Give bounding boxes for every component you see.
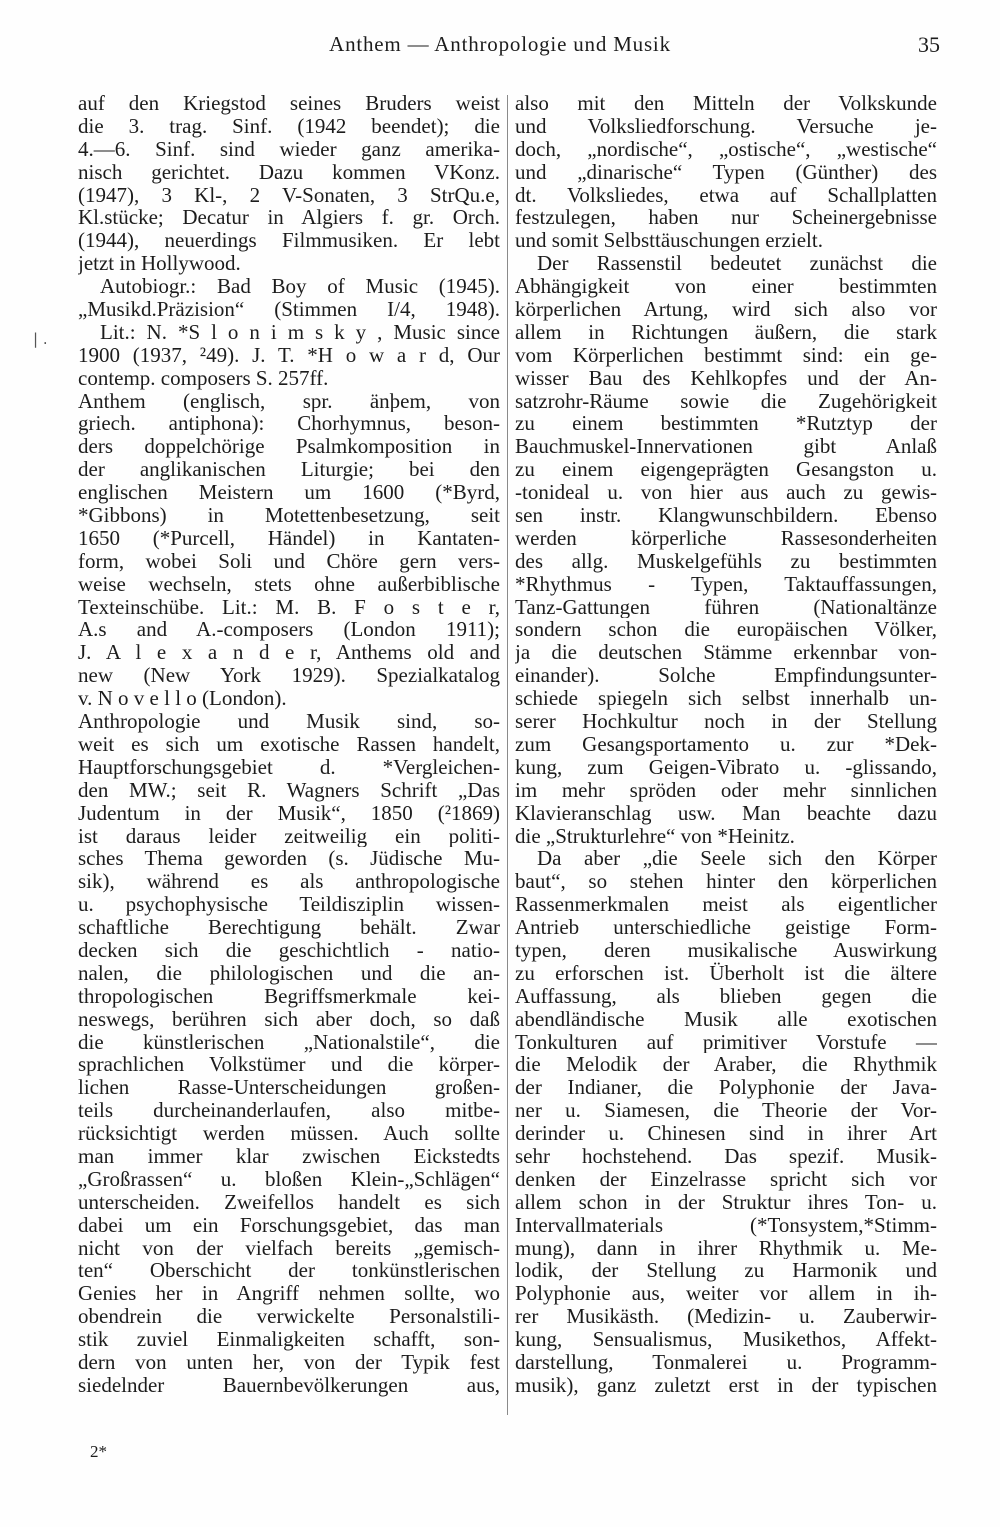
text-line: lodik, der Stellung zu Harmonik und [515,1259,937,1283]
text-line: vom Körperlichen bestimmt sind: ein ge- [515,343,937,367]
text-line: weise wechseln, stets ohne außerbiblische [78,572,500,596]
text-line: nicht von der vielfach bereits „gemisch- [78,1236,500,1260]
text-line: Lit.: N. *S l o n i m s k y , Music since [100,320,500,344]
text-line: Auffassung, als blieben gegen die [515,984,937,1008]
text-line: contemp. composers S. 257ff. [78,366,329,390]
text-line: neswegs, berühren sich aber doch, so daß [78,1007,500,1031]
text-line: serer Hochkultur noch in der Stellung [515,710,937,733]
text-line: allem schon in der Struktur ihres Ton- u. [515,1190,937,1214]
text-line: „Großrassen“ u. bloßen Klein-„Schlägen“ [78,1167,500,1191]
text-line: v. N o v e l l o (London). [78,687,287,711]
text-line: musik), ganz zuletzt erst in der typischen [515,1373,937,1397]
text-line: teils durcheinanderlaufen, also mitbe- [78,1099,500,1123]
text-line: allem in Richtungen äußern, die stark [515,320,937,344]
text-line: die künstlerischen „Nationalstile“, die [78,1030,500,1054]
text-line: new (New York 1929). Spezialkatalog [78,664,500,688]
text-line: ja die deutschen Stämme erkennbar von- [515,641,937,665]
text-line: der Indianer, die Polyphonie der Java- [515,1076,937,1100]
text-line: *Gibbons) in Motettenbesetzung, seit [78,504,500,527]
text-line: Tonkulturen auf primitiver Vorstufe — [515,1030,937,1054]
text-line: dt. Volksliedes, etwa auf Schallplatten [515,183,937,207]
text-line: typen, deren musikalische Auswirkung [515,938,937,962]
text-line: Hauptforschungsgebiet d. *Vergleichen- [78,755,500,779]
text-line: die Melodik der Araber, die Rhythmik [515,1053,937,1077]
text-line: sches Thema geworden (s. Jüdische Mu- [78,847,500,871]
text-line: ner u. Siamesen, die Theorie der Vor- [515,1099,937,1123]
text-line: ten“ Oberschicht der tonkünstlerischen [78,1259,500,1283]
text-line: Genies her in Angriff nehmen sollte, wo [78,1282,500,1306]
text-line: und „dinarische“ Typen (Günther) des [515,160,937,184]
text-line: der anglikanischen Liturgie; bei den [78,458,500,482]
text-line: zu einem bestimmten *Rutztyp der [515,412,937,436]
text-line: nisch gerichtet. Dazu kommen VKonz. [78,160,500,184]
text-line: griech. antiphona): Chorhymnus, beson- [78,412,500,436]
text-line: J. A l e x a n d e r, Anthems old and [78,641,500,665]
text-line: Intervallmaterials (*Tonsystem,*Stimm- [515,1213,937,1237]
text-line: stik zuviel Einmaligkeiten schafft, son- [78,1328,500,1351]
text-line: denken der Einzelrasse spricht sich vor [515,1167,937,1191]
text-line: Abhängigkeit von einer bestimmten [515,275,937,299]
text-line: Anthem (englisch, spr. änþem, von [78,389,500,413]
text-line: Polyphonie aus, weiter vor allem in ih- [515,1282,937,1306]
text-line: die „Strukturlehre“ von *Heinitz. [515,824,795,848]
text-line: unterscheiden. Zweifellos handelt es sich [78,1190,500,1214]
text-line: kung, Sensualismus, Musikethos, Affekt- [515,1328,937,1351]
text-line: weit es sich um exotische Rassen handelt, [78,732,500,756]
text-line: englischen Meistern um 1600 (*Byrd, [78,481,500,505]
text-line: form, wobei Soli und Chöre gern vers- [78,549,500,573]
text-line: siedelnder Bauernbevölkerungen aus, [78,1373,500,1397]
text-line: Der Rassenstil bedeutet zunächst die [537,252,937,276]
text-line: abendländische Musik alle exotischen [515,1007,937,1031]
text-line: werden körperliche Rassesonderheiten [515,526,937,550]
text-line: kung, zum Geigen-Vibrato u. -glissando, [515,755,937,779]
text-line: jetzt in Hollywood. [78,252,241,276]
text-line: derinder u. Chinesen sind in ihrer Art [515,1122,937,1145]
text-line: die 3. trag. Sinf. (1942 beendet); die [78,114,500,138]
text-line: doch, „nordische“, „ostische“, „westische“ [515,137,937,161]
text-line: man immer klar zwischen Eickstedts [78,1144,500,1168]
text-line: zum Gesangsportamento u. zur *Dek- [515,732,937,756]
text-line: körperlichen Artung, wird sich also vor [515,298,937,321]
text-line: nalen, die philologischen und die an- [78,961,500,985]
text-line: 1900 (1937, ²49). J. T. *H o w a r d, Our [78,343,500,367]
text-line: Rassenmerkmalen meist als eigentlicher [515,893,937,917]
text-line: dern von unten her, von der Typik fest [78,1350,500,1374]
left-column [78,92,500,1397]
text-line: thropologischen Begriffsmerkmale kei- [78,984,500,1008]
text-line: wisser Bau des Kehlkopfes und der An- [515,366,937,390]
text-line: u. psychophysische Teildisziplin wissen- [78,893,500,917]
text-line: und Volksliedforschung. Versuche je- [515,114,937,138]
text-line: decken sich die geschichtlich - natio- [78,938,500,962]
text-line: mung), dann in ihrer Rhythmik u. Me- [515,1236,937,1260]
text-line: im mehr spröden oder mehr sinnlichen [515,778,937,802]
column-divider [507,95,508,1415]
text-line: Kl.stücke; Decatur in Algiers f. gr. Orch. [78,206,500,230]
text-line: also mit den Mitteln der Volkskunde [515,92,937,115]
text-line: A.s and A.-composers (London 1911); [78,618,500,642]
text-line: auf den Kriegstod seines Bruders weist [78,92,500,115]
text-line: schaftliche Berechtigung behält. Zwar [78,916,500,939]
margin-mark: | . [33,330,48,348]
text-line: (1944), neuerdings Filmmusiken. Er lebt [78,229,500,253]
text-line: dabei um ein Forschungsgebiet, das man [78,1213,500,1237]
text-line: Klavieranschlag usw. Man beachte dazu [515,801,937,825]
text-line: Anthropologie und Musik sind, so- [78,710,500,733]
text-line: sehr hochstehend. Das spezif. Musik- [515,1144,937,1168]
text-line: den MW.; seit R. Wagners Schrift „Das [78,778,500,802]
text-line: rücksichtigt werden müssen. Auch sollte [78,1122,500,1145]
text-line: einander). Solche Empfindungsunter- [515,664,937,688]
text-line: Bauchmuskel-Innervationen gibt Anlaß [515,435,937,459]
text-line: zu erforschen ist. Überholt ist die ältere [515,961,937,985]
text-line: Da aber „die Seele sich den Körper [537,847,937,871]
text-line: -tonideal u. von hier aus auch zu gewis- [515,481,937,505]
text-line: darstellung, Tonmalerei u. Programm- [515,1350,937,1374]
text-line: sik), während es als anthropologische [78,870,500,894]
text-line: sprachlichen Volkstümer und die körper- [78,1053,500,1077]
text-line: festzulegen, haben nur Scheinergebnisse [515,206,937,230]
text-line: sen instr. Klangwunschbildern. Ebenso [515,504,937,527]
text-line: rer Musikästh. (Medizin- u. Zauberwir- [515,1305,937,1329]
text-line: 1650 (*Purcell, Händel) in Kantaten- [78,526,500,550]
text-line: (1947), 3 Kl-, 2 V-Sonaten, 3 StrQu.e, [78,183,500,207]
running-head [60,32,940,62]
text-line: des allg. Muskelgefühls zu bestimmten [515,549,937,573]
text-line: obendrein die verwickelte Personalstili- [78,1305,500,1329]
text-line: Autobiogr.: Bad Boy of Music (1945). [100,275,500,299]
text-line: Antrieb unterschiedliche geistige Form- [515,916,937,939]
right-column [515,92,937,1397]
text-line: baut“, so stehen hinter den körperlichen [515,870,937,894]
page-number: 35 [918,32,940,57]
text-line: satzrohr-Räume sowie die Zugehörigkeit [515,389,937,413]
text-line: Texteinschübe. Lit.: M. B. F o s t e r, [78,595,500,619]
text-line: sondern schon die europäischen Völker, [515,618,937,642]
signature-mark: 2* [90,1442,107,1461]
text-line: und somit Selbsttäuschungen erzielt. [515,229,823,253]
text-line: *Rhythmus - Typen, Taktauffassungen, [515,572,937,596]
text-line: „Musikd.Präzision“ (Stimmen I/4, 1948). [78,298,500,321]
text-line: lichen Rasse-Unterscheidungen großen- [78,1076,500,1100]
running-title: Anthem — Anthropologie und Musik [329,32,671,56]
text-line: ders doppelchörige Psalmkomposition in [78,435,500,459]
text-line: schiede spiegeln sich selbst innerhalb un- [515,687,937,711]
text-line: Tanz-Gattungen führen (Nationaltänze [515,595,937,619]
text-line: 4.—6. Sinf. sind wieder ganz amerika- [78,137,500,161]
text-line: Judentum in der Musik“, 1850 (²1869) [78,801,500,825]
text-line: ist daraus leider zeitweilig ein politi- [78,824,500,848]
text-line: zu einem eigengeprägten Gesangston u. [515,458,937,482]
